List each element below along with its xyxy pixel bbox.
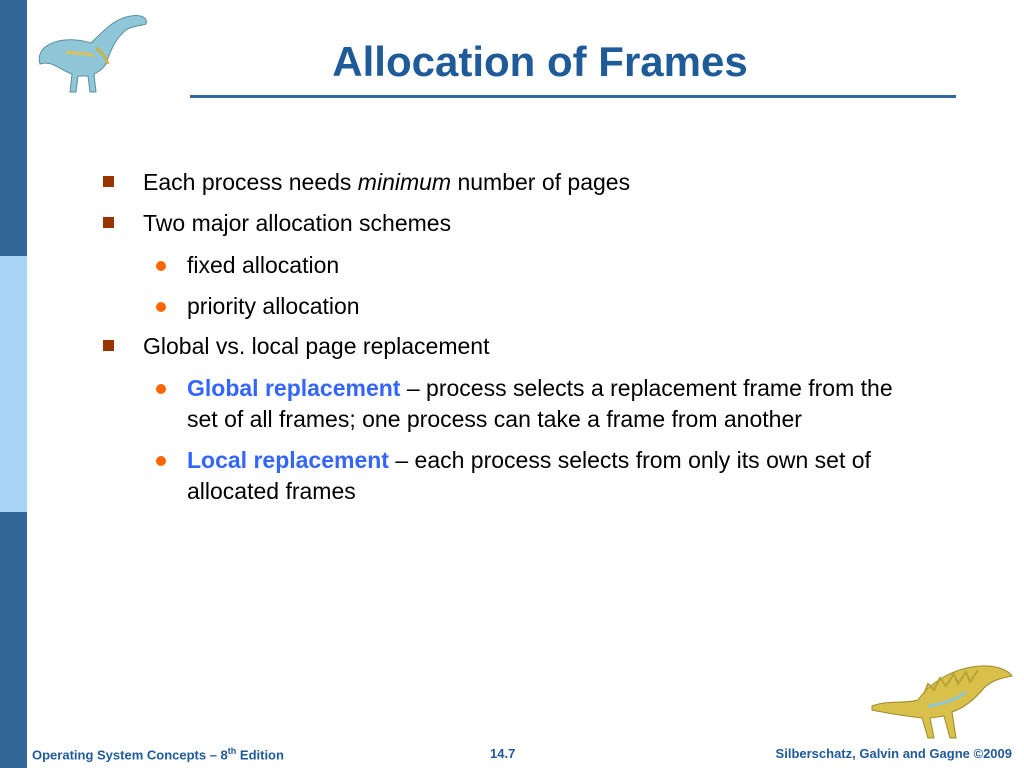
- sub-bullet-priority: [153, 291, 903, 322]
- bullet-dot-icon: [156, 261, 166, 271]
- footer-page-number: 14.7: [490, 746, 516, 761]
- sub-bullet-global: [153, 373, 903, 435]
- bullet-text: number of pages: [451, 169, 631, 195]
- sub-bullet-local: [153, 445, 903, 507]
- footer-authors: Silberschatz, Galvin and Gagne ©2009: [775, 746, 1012, 761]
- bullet-square-icon: [103, 217, 114, 228]
- global-replacement-term: Global replacement: [187, 375, 401, 401]
- bullet-square-icon: [103, 340, 114, 351]
- bullet-dot-icon: [156, 384, 166, 394]
- sub-bullet-text: – each process selects from only its own set of allocated frames: [187, 447, 871, 504]
- bullet-text: Two major allocation schemes: [143, 210, 452, 236]
- bullet-dot-icon: [156, 456, 166, 466]
- title-divider: [190, 95, 956, 98]
- side-bar: [0, 0, 27, 768]
- bullet-square-icon: [103, 176, 114, 187]
- sub-bullet-text: fixed allocation: [187, 252, 340, 278]
- local-replacement-term: Local replacement: [187, 447, 389, 473]
- dinosaur-top-icon: [36, 8, 158, 96]
- side-bar-highlight: [0, 256, 27, 512]
- bullet-dot-icon: [156, 302, 166, 312]
- sub-bullet-text: – process selects a replacement frame from the set of all frames; one process can take a frame from another: [187, 375, 893, 432]
- bullet-allocation-schemes: [103, 209, 903, 238]
- bullet-text: Each process needs: [143, 169, 358, 195]
- slide-content: [103, 168, 903, 517]
- bullet-page-replacement: [103, 332, 903, 361]
- sub-bullet-fixed: [153, 250, 903, 281]
- slide-title: Allocation of Frames: [332, 38, 748, 85]
- bullet-minimum-pages: [103, 168, 903, 197]
- dinosaur-bottom-icon: [868, 660, 1016, 742]
- footer-book-title: Operating System Concepts – 8th Edition: [32, 746, 284, 763]
- sub-bullet-text: priority allocation: [187, 293, 360, 319]
- bullet-text: Global vs. local page replacement: [143, 333, 490, 359]
- bullet-emphasis: minimum: [357, 169, 452, 195]
